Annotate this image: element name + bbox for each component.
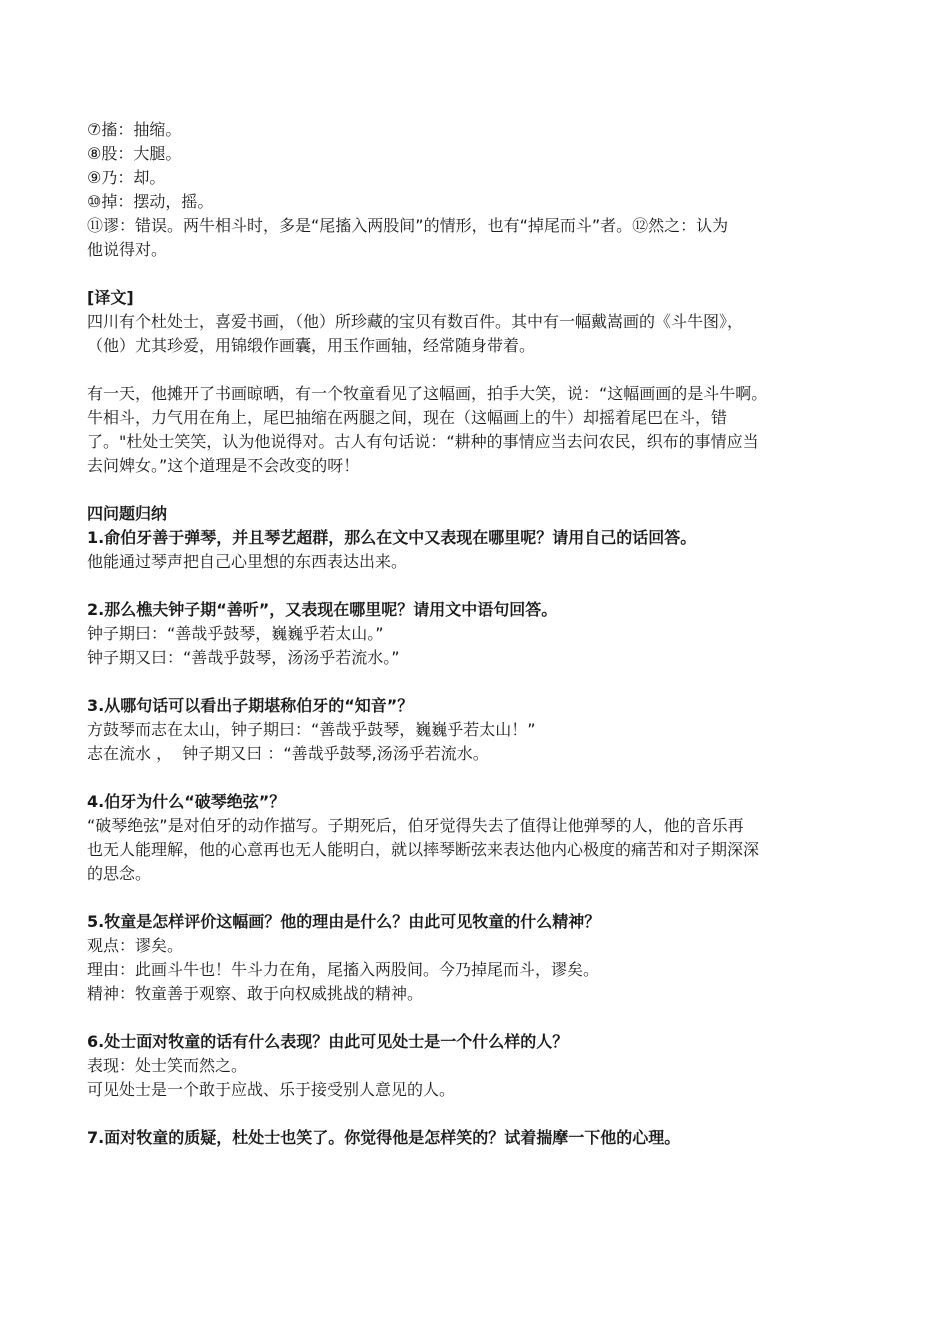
paragraph-line: 有一天，他摊开了书画晾晒，有一个牧童看见了这幅画，拍手大笑，说：“这幅画画的是斗牛啊。 [87, 384, 768, 403]
answer-line: 他能通过琴声把自己心里想的东西表达出来。 [87, 552, 408, 571]
note-line: ⑩掉：摆动，摇。 [87, 192, 214, 211]
question-3: 3.从哪句话可以看出子期堪称伯牙的“知音”？ [87, 696, 414, 715]
note-line: ⑧股：大腿。 [87, 144, 182, 163]
summary-section [87, 502, 862, 1150]
answer-line: “破琴绝弦”是对伯牙的动作描写。子期死后，伯牙觉得失去了值得让他弹琴的人，他的音乐再 [87, 816, 744, 835]
answer-line: 志在流水 ， 钟子期又曰 ：“善哉乎鼓琴,汤汤乎若流水。 [87, 744, 489, 763]
answer-line: 理由：此画斗牛也！牛斗力在角，尾搐入两股间。今乃掉尾而斗，谬矣。 [87, 960, 600, 979]
answer-line: 精神：牧童善于观察、敢于向权威挑战的精神。 [87, 984, 424, 1003]
note-line: 他说得对。 [87, 240, 168, 259]
question-6: 6.处士面对牧童的话有什么表现？由此可见处士是一个什么样的人？ [87, 1032, 569, 1051]
paragraph-line: 四川有个杜处士，喜爱书画，（他）所珍藏的宝贝有数百件。其中有一幅戴嵩画的《斗牛图》， [87, 312, 744, 331]
translation-heading: [译文] [87, 288, 134, 307]
answer-line: 可见处士是一个敢于应战、乐于接受别人意见的人。 [87, 1080, 456, 1099]
paragraph-line: 去问婢女。”这个道理是不会改变的呀！ [87, 456, 360, 475]
paragraph-line: （他）尤其珍爱，用锦缎作画囊，用玉作画轴，经常随身带着。 [87, 336, 536, 355]
translation-section [87, 286, 862, 478]
answer-line: 钟子期又曰：“善哉乎鼓琴，汤汤乎若流水。” [87, 648, 400, 667]
answer-line: 也无人能理解，他的心意再也无人能明白，就以摔琴断弦来表达他内心极度的痛苦和对子期深深 [87, 840, 760, 859]
answer-line: 的思念。 [87, 864, 152, 883]
summary-heading: 四问题归纳 [87, 504, 168, 523]
question-5: 5.牧童是怎样评价这幅画？他的理由是什么？由此可见牧童的什么精神？ [87, 912, 601, 931]
answer-line: 方鼓琴而志在太山，钟子期曰：“善哉乎鼓琴，巍巍乎若太山！” [87, 720, 536, 739]
answer-line: 表现：处士笑而然之。 [87, 1056, 248, 1075]
question-7: 7.面对牧童的质疑，杜处士也笑了。你觉得他是怎样笑的？试着揣摩一下他的心理。 [87, 1128, 681, 1147]
answer-line: 观点：谬矣。 [87, 936, 184, 955]
paragraph-line: 了。"杜处士笑笑，认为他说得对。古人有句话说：“耕种的事情应当去问农民，织布的事情应当 [87, 432, 759, 451]
note-line: ⑨乃：却。 [87, 168, 166, 187]
question-4: 4.伯牙为什么“破琴绝弦”？ [87, 792, 286, 811]
note-line: ⑦搐：抽缩。 [87, 120, 182, 139]
notes-section [87, 118, 862, 262]
answer-line: 钟子期曰：“善哉乎鼓琴，巍巍乎若太山。” [87, 624, 384, 643]
question-2: 2.那么樵夫钟子期“善听”，又表现在哪里呢？请用文中语句回答。 [87, 600, 558, 619]
question-1: 1.俞伯牙善于弹琴，并且琴艺超群，那么在文中又表现在哪里呢？请用自己的话回答。 [87, 528, 697, 547]
paragraph-line: 牛相斗，力气用在角上，尾巴抽缩在两腿之间，现在（这幅画上的牛）却摇着尾巴在斗，错 [87, 408, 728, 427]
note-line: ⑪谬：错误。两牛相斗时，多是“尾搐入两股间”的情形，也有“掉尾而斗”者。⑫然之：认为 [87, 216, 729, 235]
document-page [87, 118, 862, 1150]
